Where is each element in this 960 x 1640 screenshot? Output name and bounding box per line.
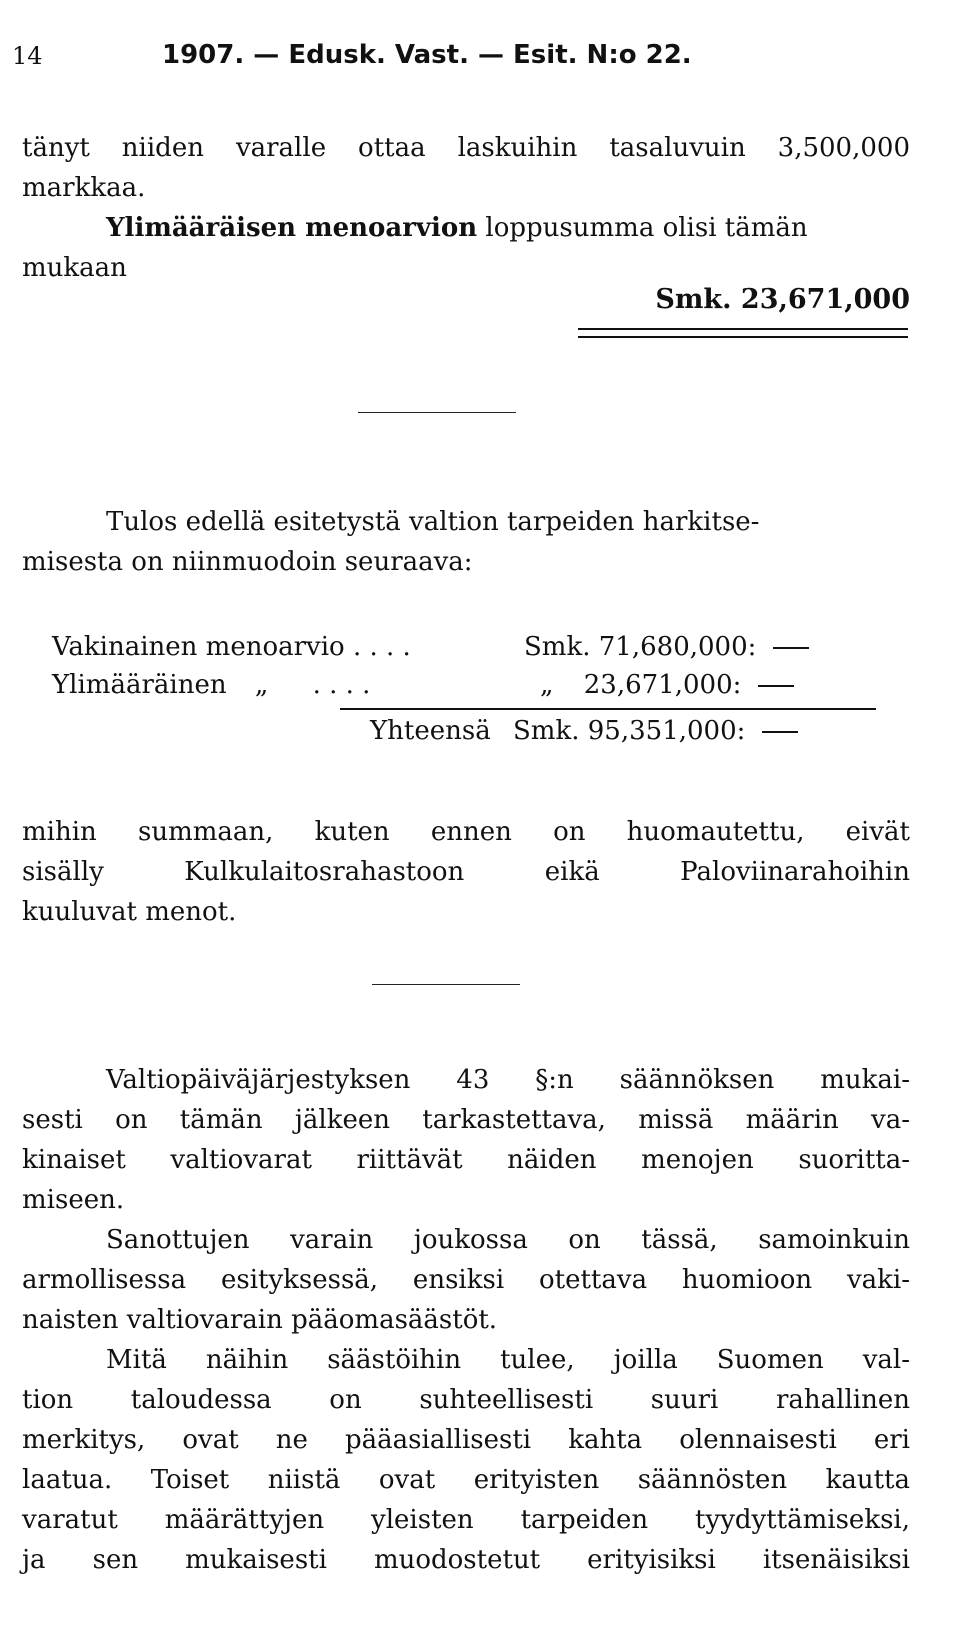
summary-total-value: 95,351,000: <box>587 716 746 746</box>
p1-line-1: Valtiopäiväjärjestyksen 43 §:n säännöksen mukai- <box>106 1065 910 1095</box>
intro-line-1: tänyt niiden varalle ottaa laskuihin tasaluvuin 3,500,000 <box>22 133 910 163</box>
summary-row-1-amount <box>524 630 809 664</box>
p1-line-4: miseen. <box>22 1185 125 1215</box>
p3-line-6: ja sen mukaisesti muodostetut erityisiksi itsenäisiksi <box>22 1545 910 1575</box>
note-line-1: mihin summaan, kuten ennen on huomautettu, eivät <box>22 817 910 847</box>
intro-line-3 <box>22 208 910 248</box>
summary-row-2-label: Ylimääräinen <box>52 670 227 700</box>
summary-row-2-value: 23,671,000: <box>583 670 742 700</box>
bold-lead: Ylimääräisen menoarvion <box>106 213 478 243</box>
summary-sum-rule <box>340 708 876 710</box>
page-header <box>12 38 912 78</box>
summary-row-2-ditto: „ <box>254 670 269 700</box>
summary-row-ylimaarainen <box>52 668 370 702</box>
summary-row-1-value: 71,680,000: <box>598 632 757 662</box>
dash-mark <box>773 647 809 649</box>
dash-mark <box>762 731 798 733</box>
summary-row-1-currency: Smk. <box>524 632 591 662</box>
separator-rule-2 <box>372 984 520 985</box>
p3-line-4: laatua. Toiset niistä ovat erityisten säännösten kautta <box>22 1465 910 1495</box>
note-line-3: kuuluvat menot. <box>22 897 237 927</box>
summary-row-1-dots: . . . . <box>352 632 411 662</box>
p2-line-2: armollisessa esityksessä, ensiksi otettava huomioon vaki- <box>22 1265 910 1295</box>
p1-line-3: kinaiset valtiovarat riittävät näiden menojen suoritta- <box>22 1145 910 1175</box>
result-line-1: Tulos edellä esitetystä valtion tarpeiden harkitse- <box>106 507 760 537</box>
summary-row-1-label: Vakinainen menoarvio <box>52 632 345 662</box>
p2-line-3: naisten valtiovarain pääomasäästöt. <box>22 1305 498 1335</box>
p2-line-1: Sanottujen varain joukossa on tässä, samoinkuin <box>106 1225 910 1255</box>
dash-mark <box>758 685 794 687</box>
summary-row-2-currency: „ <box>540 670 554 700</box>
intro-line-2: markkaa. <box>22 173 146 203</box>
summary-total-row <box>370 714 798 748</box>
summary-row-2-dots: . . . . <box>312 670 371 700</box>
p1-line-2: sesti on tämän jälkeen tarkastettava, missä määrin va- <box>22 1105 910 1135</box>
p3-line-1: Mitä näihin säästöihin tulee, joilla Suomen val- <box>106 1345 910 1375</box>
summary-total-label: Yhteensä <box>370 716 491 746</box>
double-underline <box>578 328 908 338</box>
summary-total-currency: Smk. <box>513 716 580 746</box>
p3-line-3: merkitys, ovat ne pääasiallisesti kahta olennaisesti eri <box>22 1425 910 1455</box>
summary-row-2-amount <box>540 668 794 702</box>
separator-rule-1 <box>358 412 516 413</box>
summary-row-vakinainen <box>52 630 411 664</box>
intro-total: Smk. 23,671,000 <box>655 284 910 315</box>
intro-line-4: mukaan <box>22 253 127 283</box>
p3-line-2: tion taloudessa on suhteellisesti suuri rahallinen <box>22 1385 910 1415</box>
result-line-2: misesta on niinmuodoin seuraava: <box>22 547 473 577</box>
note-line-2: sisälly Kulkulaitosrahastoon eikä Paloviinarahoihin <box>22 857 910 887</box>
page-number: 14 <box>12 42 43 70</box>
intro-line-3-rest: loppusumma olisi tämän <box>485 213 808 243</box>
p3-line-5: varatut määrättyjen yleisten tarpeiden tyydyttämiseksi, <box>22 1505 910 1535</box>
running-head: 1907. — Edusk. Vast. — Esit. N:o 22. <box>162 40 692 70</box>
